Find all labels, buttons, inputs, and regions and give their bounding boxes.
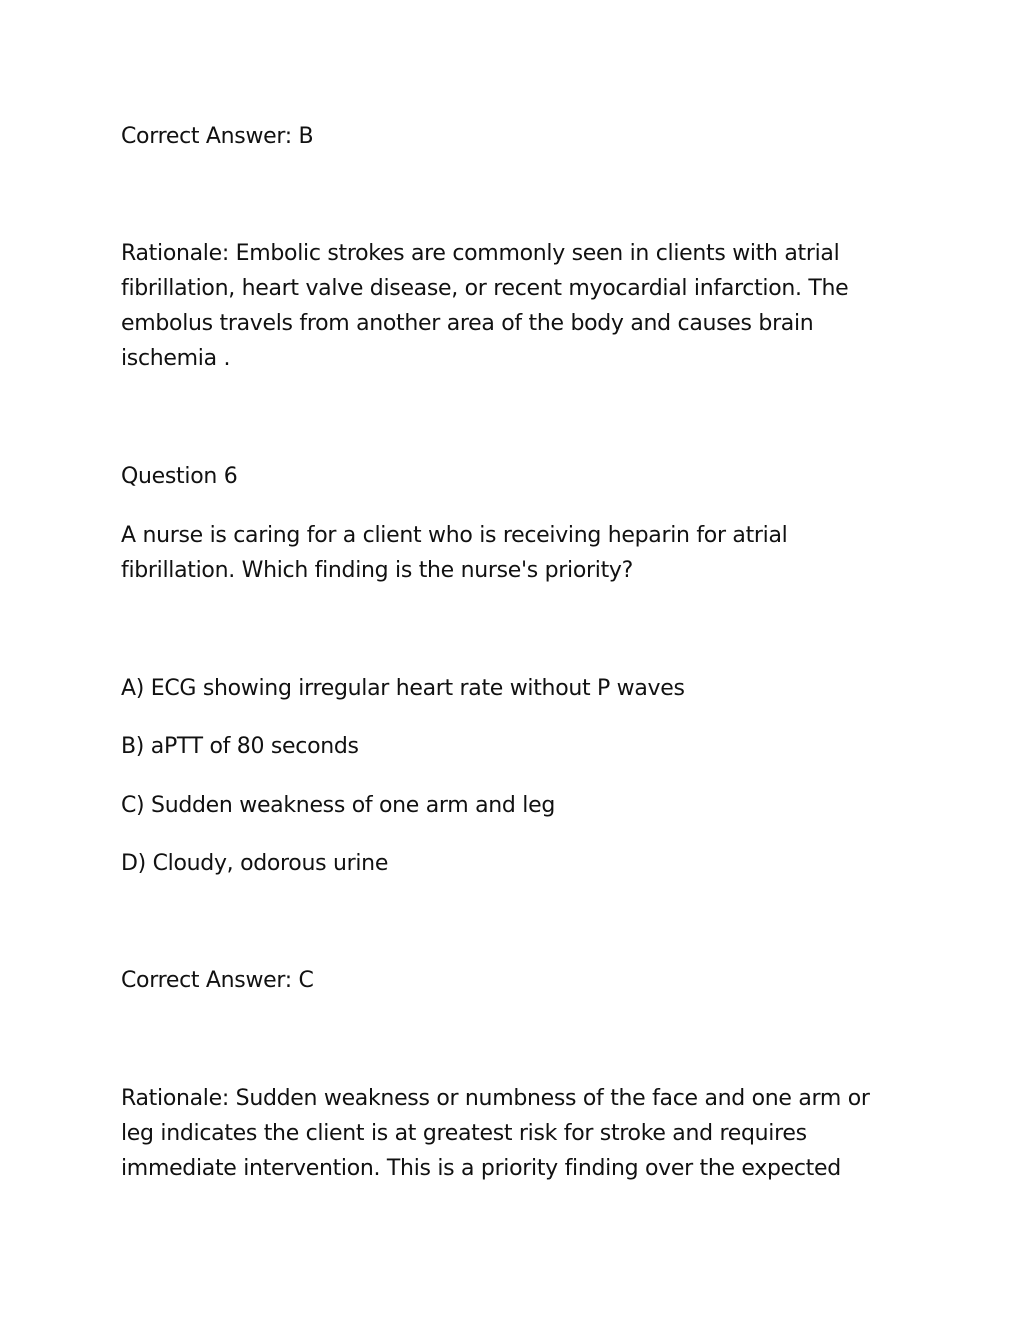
prev-rationale [121, 236, 911, 376]
prev-correct-answer: Correct Answer: B [121, 124, 314, 149]
question-stem-line: A nurse is caring for a client who is receiving heparin for atrial [121, 523, 788, 548]
option-a: A) ECG showing irregular heart rate without P waves [121, 676, 685, 701]
rationale-line: leg indicates the client is at greatest risk for stroke and requires [121, 1121, 807, 1146]
prev-rationale-line: ischemia . [121, 346, 231, 371]
option-d: D) Cloudy, odorous urine [121, 851, 389, 876]
rationale [121, 1081, 911, 1186]
option-c: C) Sudden weakness of one arm and leg [121, 793, 555, 818]
question-stem-line: fibrillation. Which finding is the nurse's priority? [121, 558, 633, 583]
question-stem [121, 518, 911, 588]
prev-rationale-line: fibrillation, heart valve disease, or recent myocardial infarction. The [121, 276, 849, 301]
rationale-line: immediate intervention. This is a priority finding over the expected [121, 1156, 841, 1181]
prev-rationale-line: Rationale: Embolic strokes are commonly seen in clients with atrial [121, 241, 840, 266]
option-b: B) aPTT of 80 seconds [121, 734, 359, 759]
question-heading: Question 6 [121, 464, 238, 489]
correct-answer: Correct Answer: C [121, 968, 314, 993]
rationale-line: Rationale: Sudden weakness or numbness of the face and one arm or [121, 1086, 870, 1111]
prev-rationale-line: embolus travels from another area of the body and causes brain [121, 311, 814, 336]
